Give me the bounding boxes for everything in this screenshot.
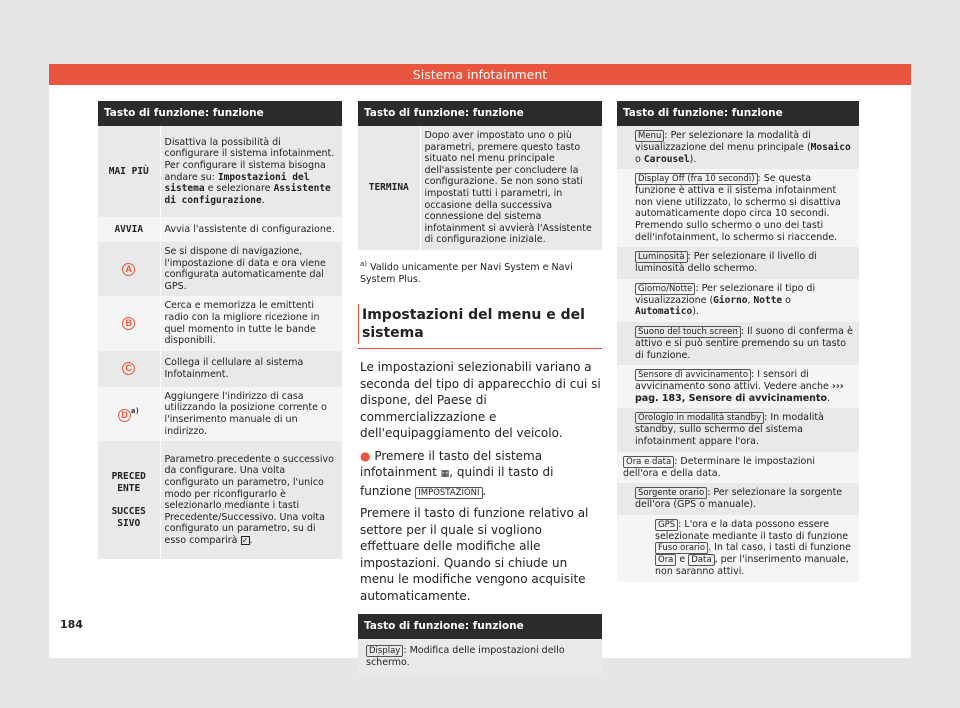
checkmark-icon: ✓ (241, 535, 249, 545)
table-row (98, 242, 342, 296)
key-giorno-notte: Giorno/Notte (635, 283, 695, 295)
key-sorgente-orario: Sorgente orario (635, 487, 707, 499)
chapter-header: Sistema infotainment (49, 64, 911, 85)
key-ora-data: Ora e data (623, 456, 674, 468)
table-row: Display Off (fra 10 secondi) : Se questa funzione è attiva e il sistema infotainment non viene utilizzato, lo schermo si disattiva automaticamente dopo circa 10 secondi. Premendo sullo schermo o uno dei tasti dell'infotainment, lo schermo si riaccende. (617, 169, 859, 247)
table-row: Luminosità : Per selezionare il livello di luminosità dello schermo. (617, 247, 859, 279)
row-desc: Disattiva la possibilità di configurare il sistema infotainment. Per configurare il sistema bisogna andare su: Impostazioni del sistema e selezionare Assistente di configurazione. (160, 126, 342, 217)
table-row (98, 217, 342, 242)
key-mai-piu: MAI PIÙ (98, 126, 160, 217)
table-row (98, 351, 342, 387)
key-prev-next: PRECEDENTE SUCCESSIVO (98, 441, 160, 559)
table-row (98, 387, 342, 441)
table-header: Tasto di funzione: funzione (617, 101, 859, 126)
row-desc: Dopo aver impostato uno o più parametri, premere questo tasto situato nel menu principale dell'assistente per concludere la configurazione. Se non sono stati impostati tutti i parametri, in occasione della successiva connessione del sistema infotainment si avvierà l'Assistente di configurazione iniziale. (420, 126, 602, 250)
key-fuso-orario: Fuso orario (655, 542, 708, 554)
key-orologio-standby: Orologio in modalità standby (635, 412, 764, 424)
table-row (98, 296, 342, 350)
page-reference: ››› pag. 183, Sensore di avvicinamento (635, 381, 844, 404)
table-header: Tasto di funzione: funzione (358, 101, 602, 126)
table-row: Ora e data : Determinare le impostazioni dell'ora e della data. (617, 452, 859, 484)
row-desc: Aggiungere l'indirizzo di casa utilizzando la posizione corrente o l'inserimento manuale di un indirizzo. (160, 387, 342, 441)
row-desc: Display : Modifica delle impostazioni dello schermo. (358, 639, 602, 675)
circle-d-icon: D (118, 409, 131, 422)
step-paragraph: ● Premere il tasto del sistema infotainment ▦, quindi il tasto di funzione IMPOSTAZIONI . (360, 448, 554, 498)
table-row: Sensore di avvicinamento : I sensori di avvicinamento sono attivi. Vedere anche ››› pag. 183, Sensore di avvicinamento. (617, 365, 859, 408)
row-desc: Parametro precedente o successivo da configurare. Una volta configurato un parametro, l'unico modo per riconfigurarlo è selezionarlo mediante i tasti Precedente/Successivo. Una volta configurato un parametro, su di esso comparirà ✓. (160, 441, 342, 559)
circle-c-icon: C (122, 362, 135, 375)
row-desc: Avvia l'assistente di configurazione. (160, 217, 342, 242)
section-title: Impostazioni del menu e del sistema (358, 296, 602, 349)
circle-a-icon: A (122, 263, 135, 276)
key-impostazioni: IMPOSTAZIONI (415, 487, 482, 499)
table-row (358, 126, 602, 250)
table-row: Orologio in modalità standby : In modalità standby, sullo schermo del sistema infotainment appare l'ora. (617, 408, 859, 451)
table-row: GPS : L'ora e la data possono essere selezionate mediante il tasto di funzione Fuso orario . In tal caso, i tasti di funzione Ora e Data , per l'inserimento manuale, non saranno attivi. (617, 515, 859, 582)
function-table-1 (98, 101, 342, 559)
table-header: Tasto di funzione: funzione (98, 101, 342, 126)
row-desc: Cerca e memorizza le emittenti radio con la migliore ricezione in quel momento in tutte le bande disponibili. (160, 296, 342, 350)
key-termina: TERMINA (358, 126, 420, 250)
key-display-off: Display Off (fra 10 secondi) (635, 173, 758, 185)
table-header: Tasto di funzione: funzione (358, 614, 602, 639)
key-sensore: Sensore di avvicinamento (635, 369, 751, 381)
table-row (98, 441, 342, 559)
key-data: Data (688, 554, 714, 566)
column-3 (617, 101, 859, 582)
key-b (98, 296, 160, 350)
row-desc: Se si dispone di navigazione, l'impostazione di data e ora viene configurata automaticamente dal GPS. (160, 242, 342, 296)
table-row (358, 639, 602, 675)
key-gps: GPS (655, 519, 678, 531)
bullet-icon: ● (360, 448, 371, 463)
key-avvia: AVVIA (98, 217, 160, 242)
key-menu: Menu (635, 130, 664, 142)
key-a (98, 242, 160, 296)
circle-b-icon: B (122, 317, 135, 330)
key-luminosita: Luminosità (635, 251, 688, 263)
table-row: Menu : Per selezionare la modalità di visualizzazione del menu principale (Mosaico o Carousel). (617, 126, 859, 169)
table-row: Sorgente orario : Per selezionare la sorgente dell'ora (GPS o manuale). (617, 483, 859, 515)
key-c (98, 351, 160, 387)
intro-paragraph: Le impostazioni selezionabili variano a seconda del tipo di apparecchio di cui si dispone, del Paese di commercializzazione e dell'equipaggiamento del veicolo. (360, 360, 601, 441)
key-display: Display (366, 645, 403, 657)
outro-paragraph: Premere il tasto di funzione relativo al settore per il quale si vogliono effettuare delle modifiche alle impostazioni. Quando si chiude un menu le modifiche vengono acquisite automaticamente. (360, 506, 589, 603)
table-row (98, 126, 342, 217)
key-d: D $^{a)}$ (98, 387, 160, 441)
table-row: Suono del touch screen : Il suono di conferma è attivo e si può sentire premendo su un tasto di funzione. (617, 322, 859, 365)
key-suono-touch: Suono del touch screen (635, 326, 741, 338)
footnote: $^{a)}$ Valido unicamente per Navi System e Navi System Plus. (360, 260, 573, 286)
row-desc: Collega il cellulare al sistema Infotainment. (160, 351, 342, 387)
page-number: 184 (60, 618, 83, 631)
column-2 (358, 101, 602, 675)
table-row: Giorno/Notte : Per selezionare il tipo di visualizzazione (Giorno, Notte o Automatico). (617, 279, 859, 322)
menu-grid-icon: ▦ (440, 469, 450, 480)
key-ora: Ora (655, 554, 676, 566)
